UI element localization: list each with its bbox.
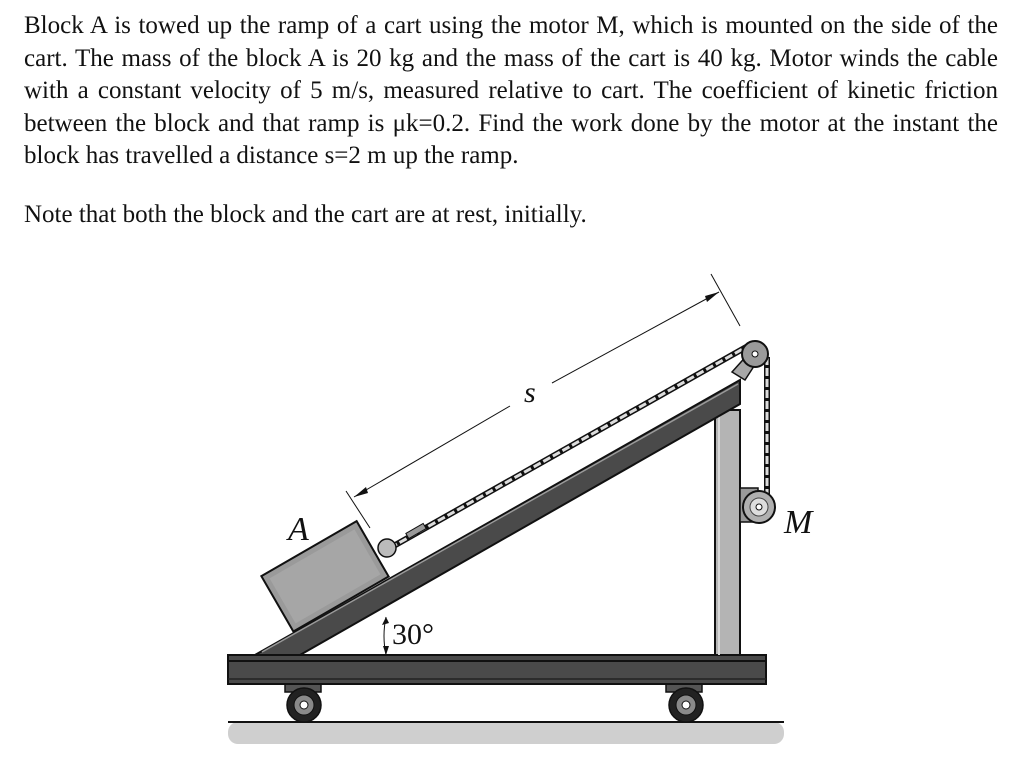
support-post [715, 410, 740, 655]
angle-arc [382, 617, 389, 655]
ground [228, 722, 784, 744]
block-label: A [288, 511, 309, 548]
distance-dimension [346, 274, 740, 528]
problem-paragraph: Block A is towed up the ramp of a cart using the motor M, which is mounted on the side of the cart. The mass of the block A is 20 kg and the mass of the cart is 40 kg. Motor winds the cable with a constant velocity of 5 m/s, measured relative to cart. The coefficient of kinetic friction between the block and that ramp is μk=0.2. Find the work done by the motor at the instant the block has travelled a distance s=2 m up the ramp. [24, 12, 998, 169]
cable [390, 346, 767, 548]
problem-note: Note that both the block and the cart are at rest, initially. [24, 201, 587, 228]
distance-label: s [524, 376, 536, 409]
ramp [255, 380, 740, 655]
cart-base [228, 655, 766, 684]
angle-label: 30° [392, 618, 434, 651]
motor-label: M [784, 504, 813, 541]
wheel-right-icon [666, 684, 703, 722]
pulley-icon [732, 341, 768, 380]
wheel-left-icon [285, 684, 321, 722]
